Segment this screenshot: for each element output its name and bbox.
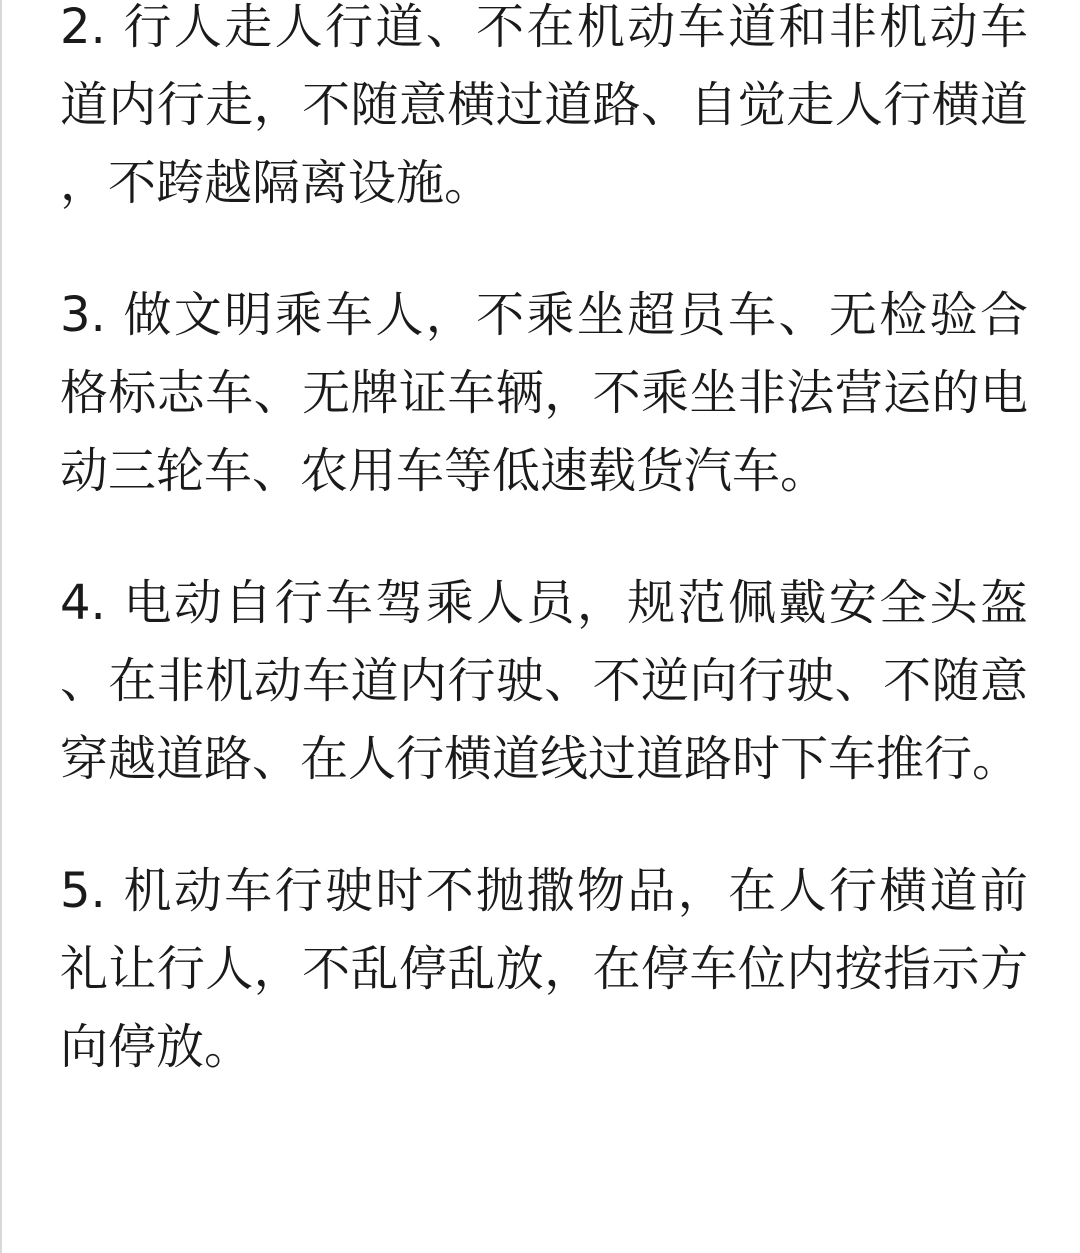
paragraph-item-3: 3. 做文明乘车人，不乘坐超员车、无检验合格标志车、无牌证车辆，不乘坐非法营运的电动三轮车、农用车等低速载货汽车。 — [60, 287, 1028, 499]
paragraph-item-5: 5. 机动车行驶时不抛撒物品，在人行横道前礼让行人，不乱停乱放，在停车位内按指示方向停放。 — [60, 863, 1028, 1075]
paragraph-item-4: 4. 电动自行车驾乘人员，规范佩戴安全头盔、在非机动车道内行驶、不逆向行驶、不随意穿越道路、在人行横道线过道路时下车推行。 — [60, 575, 1028, 787]
paragraph-item-2: 2. 行人走人行道、不在机动车道和非机动车道内行走，不随意横过道路、自觉走人行横道，不跨越隔离设施。 — [60, 0, 1028, 211]
article-body — [60, 0, 1028, 1140]
left-border — [0, 0, 2, 1253]
